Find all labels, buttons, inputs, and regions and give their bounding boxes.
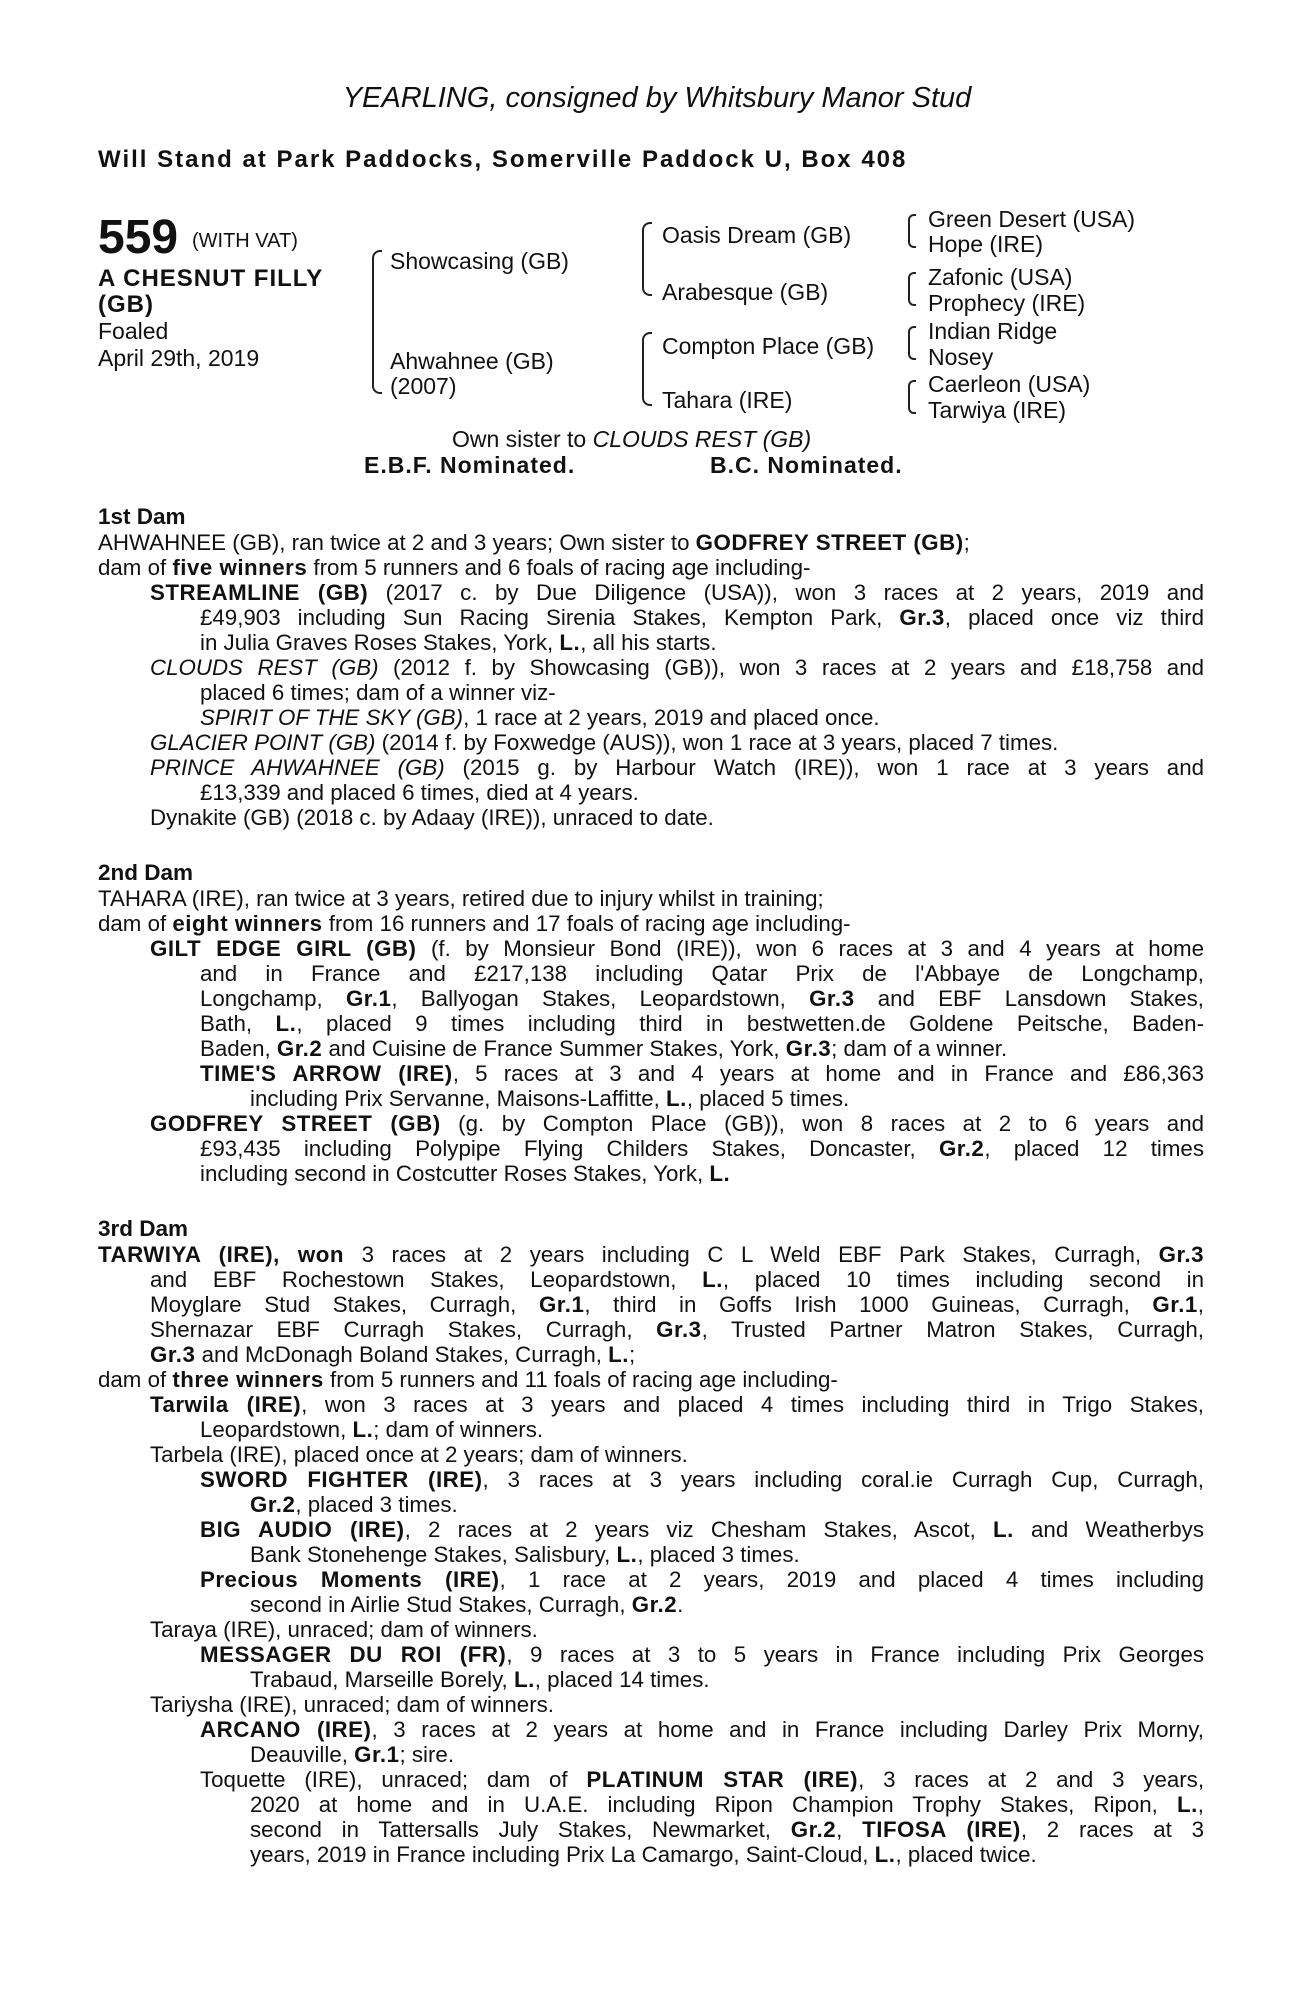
second-dam-heading: 2nd Dam [98,860,194,885]
dsd: Nosey [928,344,994,370]
ddd: Tarwiya (IRE) [928,397,1067,423]
ssd: Hope (IRE) [928,231,1044,257]
dam: Ahwahnee (GB) [390,348,554,374]
brace-4 [908,380,916,414]
brace-dam-parents [642,332,652,406]
brace-2 [908,272,916,306]
page-title: YEARLING, consigned by Whitsbury Manor Stud [342,82,972,114]
first-dam-heading: 1st Dam [98,504,186,529]
brace-sire-parents [642,222,652,296]
stand-location: Will Stand at Park Paddocks, Somerville Paddock U, Box 408 [98,146,908,173]
vat-label: (WITH VAT) [192,230,298,252]
sire-sire: Oasis Dream (GB) [662,222,852,248]
dds: Caerleon (USA) [928,371,1091,397]
dam-year: (2007) [390,373,457,399]
dss: Indian Ridge [928,318,1058,344]
own-sister-name: CLOUDS REST (GB) [592,426,812,452]
sds: Zafonic (USA) [928,264,1073,290]
sire: Showcasing (GB) [390,248,569,274]
own-sister-note [452,426,811,453]
foaled-date: April 29th, 2019 [98,345,260,371]
brace-1 [908,214,916,248]
horse-name: A CHESNUT FILLY [98,265,324,292]
sdd: Prophecy (IRE) [928,290,1086,316]
brace-3 [908,326,916,360]
own-sister-prefix: Own sister to [452,426,587,452]
horse-name-country: (GB) [98,291,154,318]
ebf-nominated: E.B.F. Nominated. [364,452,576,478]
lot-number: 559 [98,211,179,264]
brace-parents [372,250,382,394]
dam-dam: Tahara (IRE) [662,387,793,413]
dam-sire: Compton Place (GB) [662,333,875,359]
bc-nominated: B.C. Nominated. [710,452,903,478]
sss: Green Desert (USA) [928,206,1136,232]
sire-dam: Arabesque (GB) [662,279,829,305]
third-dam-heading: 3rd Dam [98,1216,189,1241]
foaled-label: Foaled [98,318,169,344]
